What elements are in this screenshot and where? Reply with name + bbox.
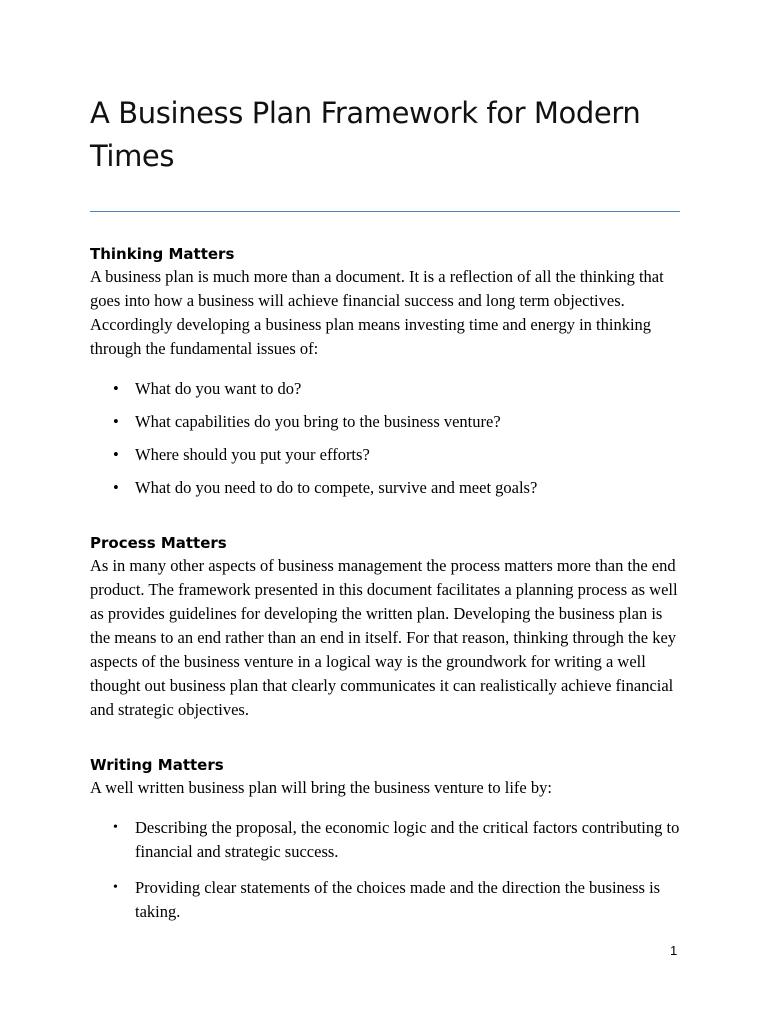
bullet-icon: • — [113, 820, 118, 835]
list-item — [90, 443, 680, 467]
section-paragraph: A well written business plan will bring the business venture to life by: — [90, 778, 552, 797]
bullet-icon: • — [113, 445, 119, 464]
section-process-matters — [90, 532, 680, 722]
section-paragraph: A business plan is much more than a document. It is a reflection of all the thinking that goes into how a business will achieve financial success and long term objectives. Accordingly developing a business plan means investing time and energy in thinking through the fundamental issues of: — [90, 267, 664, 358]
list-item — [90, 476, 680, 500]
section-heading: Process Matters — [90, 534, 227, 552]
list-item — [90, 377, 680, 401]
bullet-list — [90, 816, 680, 924]
section-writing-matters — [90, 754, 680, 924]
title-divider — [90, 211, 680, 212]
bullet-icon: • — [113, 880, 118, 895]
list-item-text: What capabilities do you bring to the business venture? — [135, 412, 501, 431]
section-heading: Writing Matters — [90, 756, 224, 774]
list-item — [90, 876, 680, 924]
bullet-icon: • — [113, 412, 119, 431]
bullet-list — [90, 377, 680, 500]
bullet-icon: • — [113, 379, 119, 398]
list-item-text: Describing the proposal, the economic logic and the critical factors contributing to financial and strategic success. — [135, 818, 680, 861]
list-item-text: Providing clear statements of the choices made and the direction the business is taking. — [135, 878, 661, 921]
list-item-text: What do you need to do to compete, survive and meet goals? — [135, 478, 538, 497]
section-thinking-matters — [90, 243, 680, 500]
section-heading: Thinking Matters — [90, 245, 235, 263]
bullet-icon: • — [113, 478, 119, 497]
section-paragraph: As in many other aspects of business management the process matters more than the end product. The framework presented in this document facilitates a planning process as well as provides guidelines for developing the written plan. Developing the business plan is the means to an end rather than an end in itself. For that reason, thinking through the key aspects of the business venture in a logical way is the groundwork for writing a well thought out business plan that clearly communicates it can realistically achieve financial and strategic objectives. — [90, 556, 678, 719]
document-title: A Business Plan Framework for Modern Times — [90, 96, 641, 173]
list-item — [90, 816, 680, 864]
list-item — [90, 410, 680, 434]
list-item-text: What do you want to do? — [135, 379, 302, 398]
list-item-text: Where should you put your efforts? — [135, 445, 370, 464]
page-number: 1 — [670, 943, 678, 958]
